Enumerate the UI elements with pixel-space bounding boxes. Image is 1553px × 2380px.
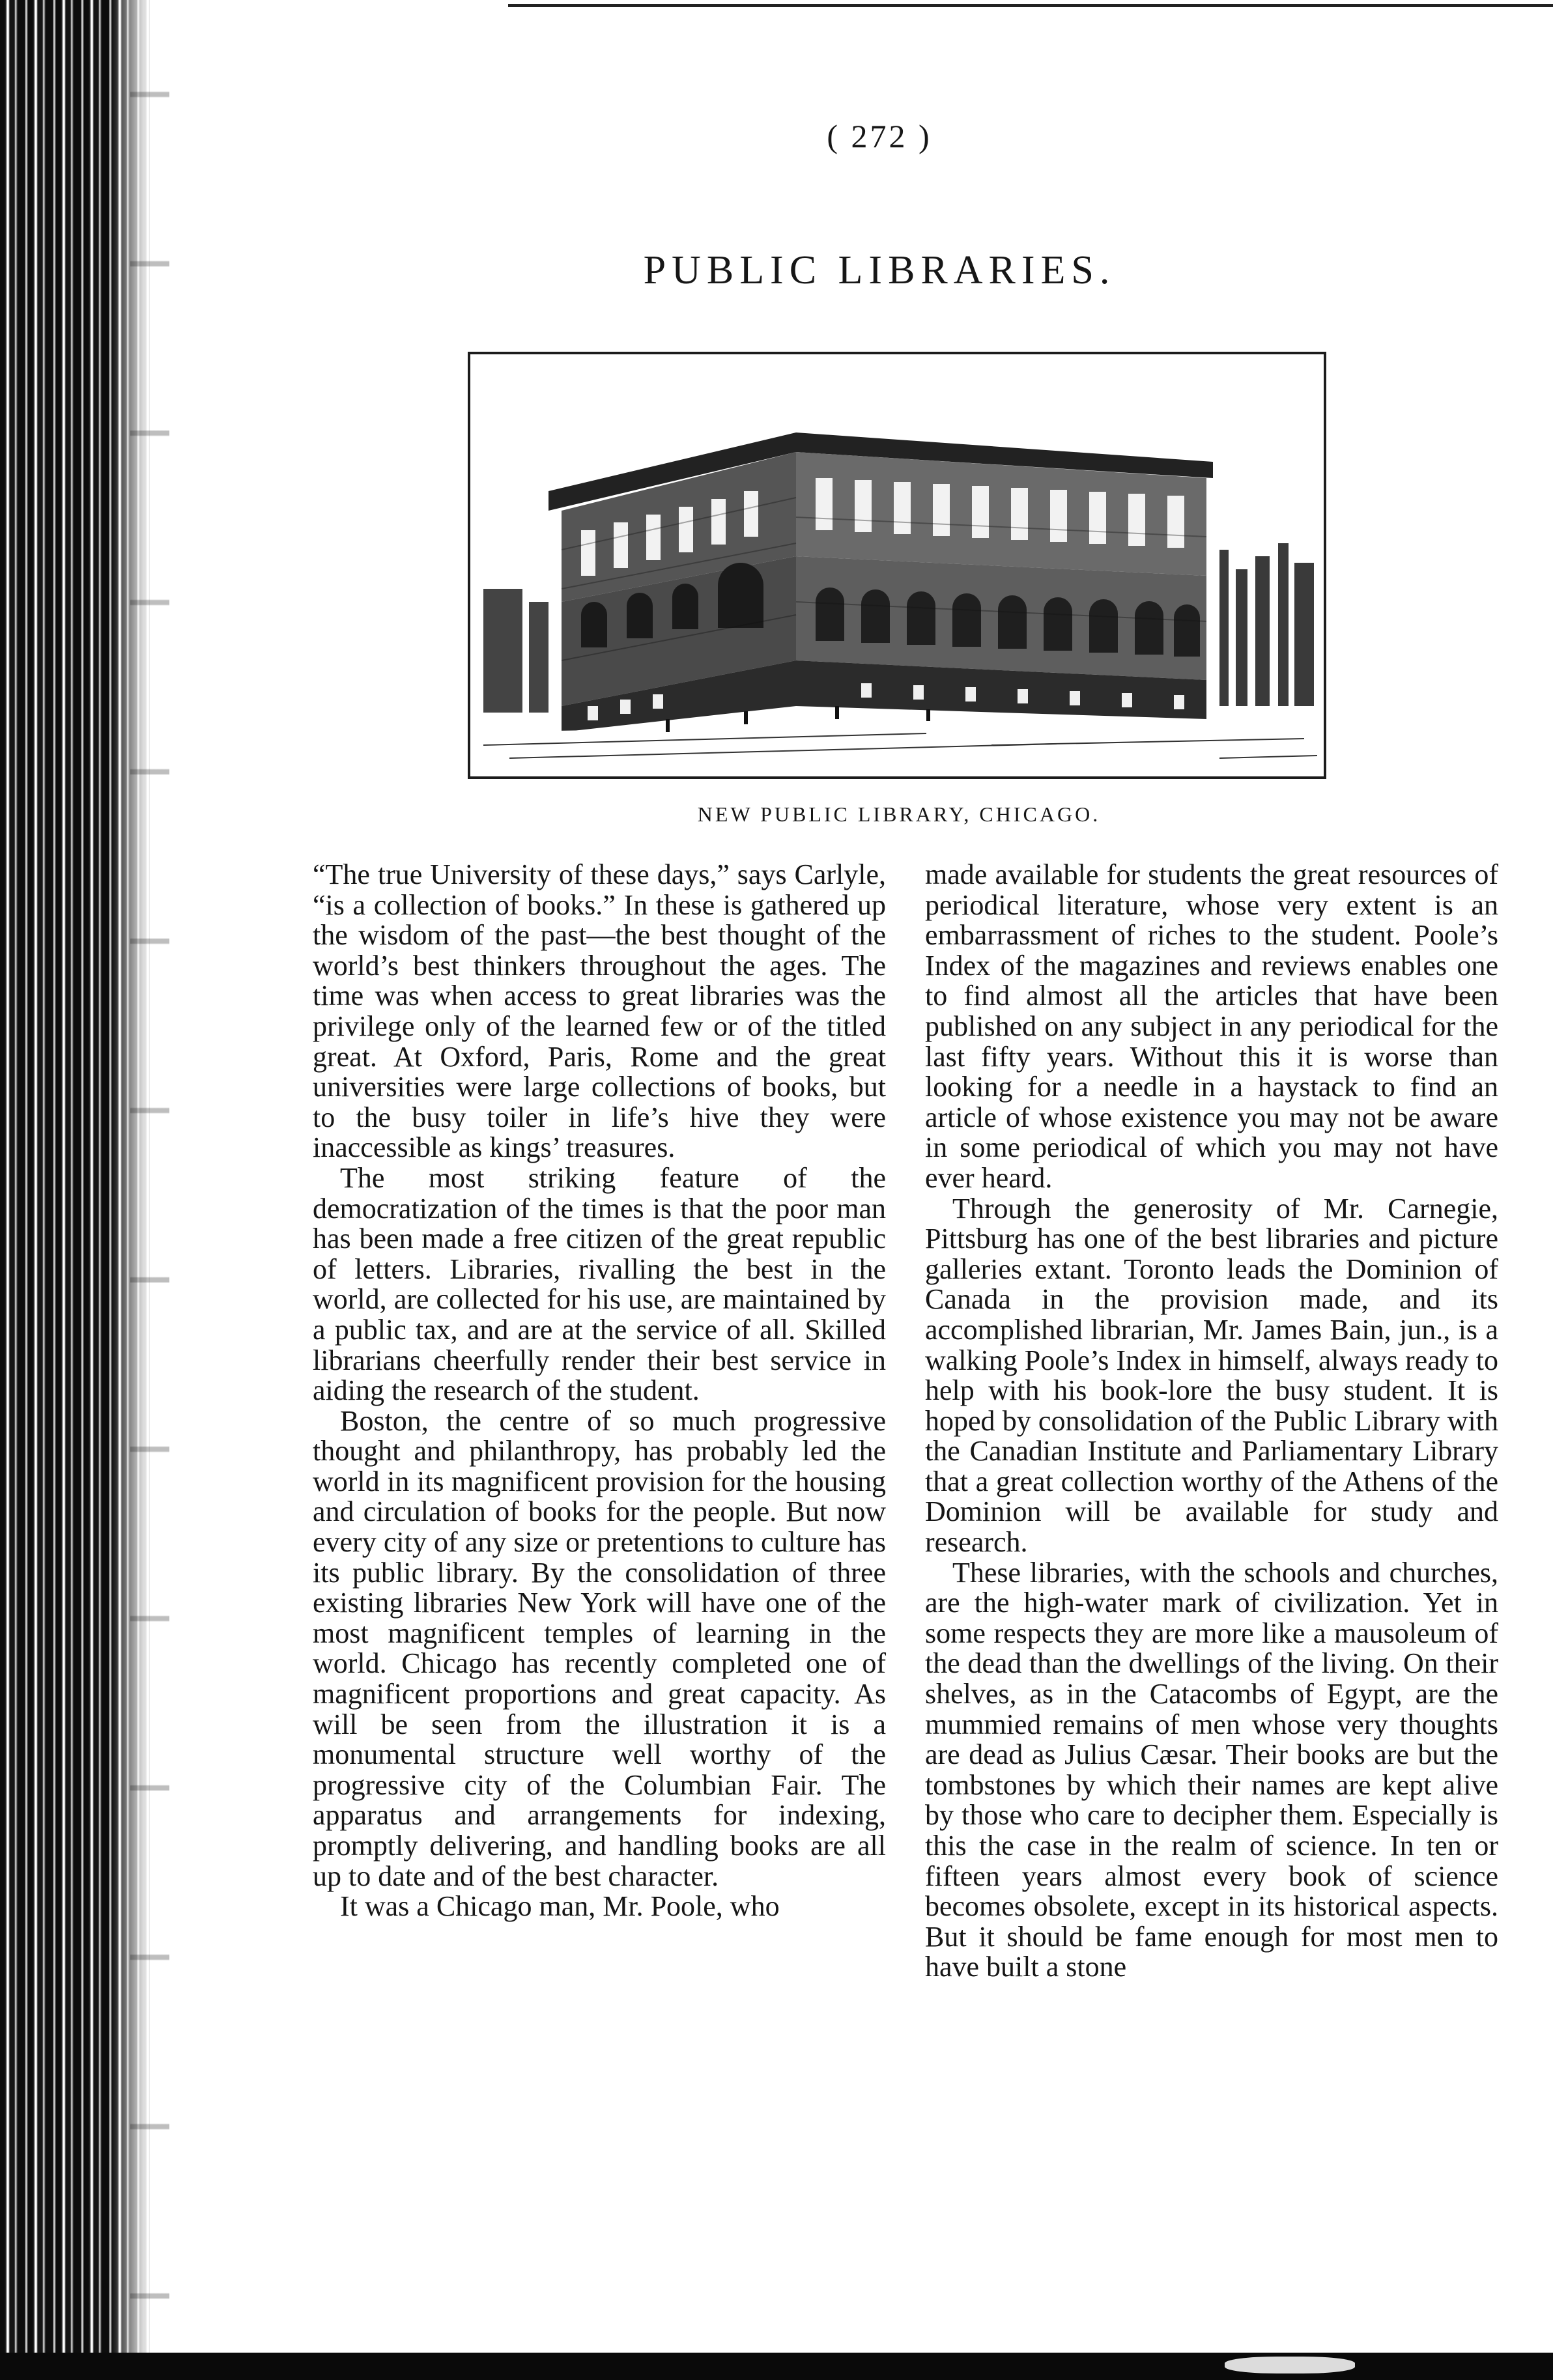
figure-caption: NEW PUBLIC LIBRARY, CHICAGO. <box>697 802 1101 826</box>
right-text-column <box>925 860 1498 1983</box>
library-building-engraving <box>470 354 1324 776</box>
left-text-column <box>313 860 886 1922</box>
paragraph: Through the generosity of Mr. Carnegie, Pittsburg has one of the best libraries and picture galleries extant. Toronto leads the Dominion of Canada in the provision made, and its accomplished librarian, Mr. James Bain, jun., is a walking Poole’s Index in himself, always ready to help with his book-lore the busy student. It is hoped by consolidation of the Public Library with the Canadian Institute and Parliamentary Library that a great collection worthy of the Athens of the Dominion will be available for study and research. <box>925 1192 1498 1559</box>
bottom-scan-artifact <box>1225 2357 1355 2373</box>
paragraph: These libraries, with the schools and churches, are the high-water mark of civilization. Yet in some respects they are more like a mausoleum of the dead than the dwellings of the living. On their shelves, as in the Catacombs of Egypt, are the mummied remains of men whose very thoughts are dead as Julius Cæsar. Their books are but the tombstones by which their names are kept alive by those who care to decipher them. Especially is this the case in the realm of science. In ten or fifteen years almost every book of science becomes obsolete, except in its historical aspects. But it should be fame enough for most men to have built a stone <box>925 1556 1498 1983</box>
paragraph: The most striking feature of the democratization of the times is that the poor man has been made a free citizen of the great republic of letters. Libraries, rivalling the best in the world, are collected for his use, are maintained by a public tax, and are at the service of all. Skilled librarians cheerfully render their best service in aiding the research of the student. <box>313 1161 886 1407</box>
paragraph: made available for students the great resources of periodical literature, whose very extent is an embarrassment of riches to the student. Poole’s Index of the magazines and reviews enables one to find almost all the articles that have been published on any subject in any periodical for the last fifty years. Without this it is worse than looking for a needle in a haystack to find an article of whose existence you may not be aware in some periodical of which you may not have ever heard. <box>925 858 1498 1194</box>
paragraph: “The true University of these days,” says Carlyle, “is a collection of books.” In these is gathered up the wisdom of the past—the best thought of the world’s best thinkers throughout the ages. The time was when access to great libraries was the privilege only of the learned few or of the titled great. At Oxford, Paris, Rome and the great universities were large collections of books, but to the busy toiler in life’s hive they were inaccessible as kings’ treasures. <box>313 858 886 1164</box>
page-title: PUBLIC LIBRARIES. <box>643 248 1116 292</box>
library-illustration <box>468 352 1326 779</box>
paragraph: It was a Chicago man, Mr. Poole, who <box>340 1890 780 1923</box>
page-number: ( 272 ) <box>827 118 932 154</box>
paragraph: Boston, the centre of so much progressive thought and philanthropy, has probably led the world in its magnificent provision for the housing and circulation of books for the people. But now every city of any size or pretentions to culture has its public library. By the consolidation of three existing libraries New York will have one of the most magnificent temples of learning in the world. Chicago has recently completed one of magnificent proportions and great capacity. As will be seen from the illustration it is a monumental structure well worthy of the progressive city of the Columbian Fair. The apparatus and arrangements for indexing, promptly delivering, and handling books are all up to date and of the best character. <box>313 1404 886 1892</box>
top-scan-edge <box>508 4 1553 7</box>
binding-specks <box>130 0 169 2380</box>
